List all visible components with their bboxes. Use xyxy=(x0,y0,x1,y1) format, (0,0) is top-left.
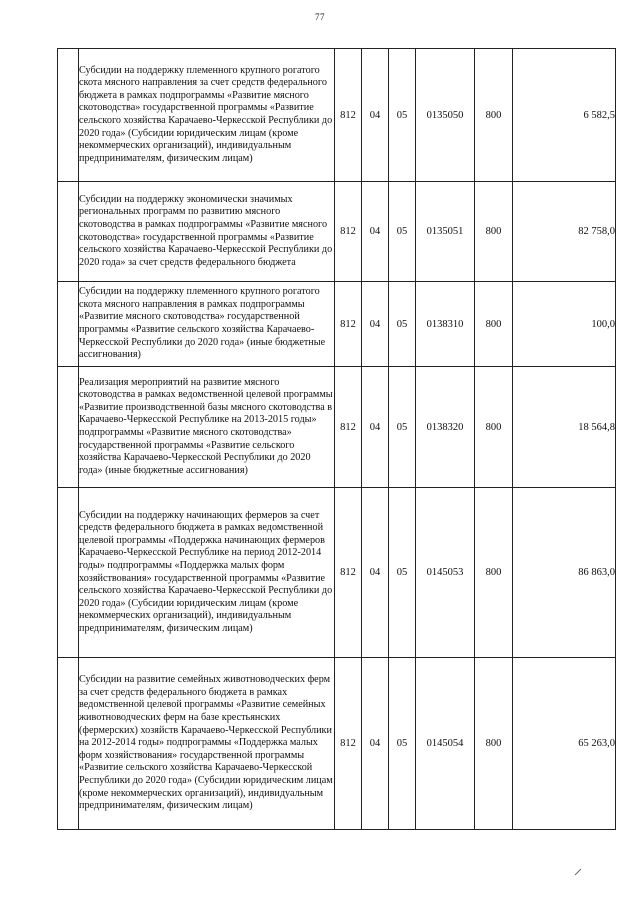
description-cell: Субсидии на поддержку племенного крупного рогатого скота мясного направления за счет средств федерального бюджета в рамках подпрограммы «Развитие мясного скотоводства» государственной программы «Развитие сельского хозяйства Карачаево-Черкесской Республики до 2020 года» (Субсидии юридическим лицам (кроме некоммерческих организаций), индивидуальным предпринимателям, физическим лицам) xyxy=(79,49,335,182)
expense-type-cell: 800 xyxy=(475,367,513,488)
expense-type-cell: 800 xyxy=(475,488,513,658)
admin-code-cell: 812 xyxy=(335,182,362,282)
admin-code-cell: 812 xyxy=(335,488,362,658)
index-cell xyxy=(58,367,79,488)
admin-code-cell: 812 xyxy=(335,282,362,367)
index-cell xyxy=(58,282,79,367)
subsection-cell: 05 xyxy=(389,49,416,182)
table-row xyxy=(58,182,616,282)
amount-cell: 100,0 xyxy=(513,282,616,367)
target-article-cell: 0138310 xyxy=(416,282,475,367)
subsection-cell: 05 xyxy=(389,658,416,830)
target-article-cell: 0145053 xyxy=(416,488,475,658)
expense-type-cell: 800 xyxy=(475,49,513,182)
page-number: 77 xyxy=(315,12,325,22)
amount-cell: 65 263,0 xyxy=(513,658,616,830)
table-row xyxy=(58,49,616,182)
table-row xyxy=(58,367,616,488)
section-cell: 04 xyxy=(362,282,389,367)
expense-type-cell: 800 xyxy=(475,658,513,830)
budget-table xyxy=(57,48,616,830)
expense-type-cell: 800 xyxy=(475,182,513,282)
table-row xyxy=(58,488,616,658)
admin-code-cell: 812 xyxy=(335,367,362,488)
target-article-cell: 0138320 xyxy=(416,367,475,488)
index-cell xyxy=(58,658,79,830)
pen-mark-icon xyxy=(574,868,582,876)
pen-mark xyxy=(574,868,582,879)
amount-cell: 6 582,5 xyxy=(513,49,616,182)
index-cell xyxy=(58,49,79,182)
subsection-cell: 05 xyxy=(389,182,416,282)
target-article-cell: 0135050 xyxy=(416,49,475,182)
table-row xyxy=(58,658,616,830)
description-cell: Субсидии на поддержку племенного крупного рогатого скота мясного направления в рамках подпрограммы «Развитие мясного скотоводства» государственной программы «Развитие сельского хозяйства Карачаево-Черкесской Республики до 2020 года» (иные бюджетные ассигнования) xyxy=(79,282,335,367)
expense-type-cell: 800 xyxy=(475,282,513,367)
subsection-cell: 05 xyxy=(389,488,416,658)
admin-code-cell: 812 xyxy=(335,658,362,830)
table-row xyxy=(58,282,616,367)
amount-cell: 86 863,0 xyxy=(513,488,616,658)
target-article-cell: 0145054 xyxy=(416,658,475,830)
amount-cell: 82 758,0 xyxy=(513,182,616,282)
section-cell: 04 xyxy=(362,182,389,282)
section-cell: 04 xyxy=(362,49,389,182)
target-article-cell: 0135051 xyxy=(416,182,475,282)
section-cell: 04 xyxy=(362,367,389,488)
description-cell: Субсидии на поддержку начинающих фермеров за счет средств федерального бюджета в рамках ведомственной целевой программы «Поддержка начинающих фермеров Карачаево-Черкесской Республике на период 2012-2014 годы» подпрограммы «Поддержка малых форм хозяйствования» государственной программы «Развитие сельского хозяйства Карачаево-Черкесской Республики до 2020 года» (Субсидии юридическим лицам (кроме некоммерческих организаций), индивидуальным предпринимателям, физическим лицам) xyxy=(79,488,335,658)
description-cell: Субсидии на поддержку экономически значимых региональных программ по развитию мясного скотоводства в рамках подпрограммы «Развитие мясного скотоводства» государственной программы «Развитие сельского хозяйства Карачаево-Черкесской Республики до 2020 года» за счет средств федерального бюджета xyxy=(79,182,335,282)
index-cell xyxy=(58,488,79,658)
section-cell: 04 xyxy=(362,488,389,658)
subsection-cell: 05 xyxy=(389,282,416,367)
amount-cell: 18 564,8 xyxy=(513,367,616,488)
description-cell: Реализация мероприятий на развитие мясного скотоводства в рамках ведомственной целевой программы «Развитие производственной базы мясного скотоводства в Карачаево-Черкесской Республике на 2013-2015 годы» подпрограммы «Развитие мясного скотоводства» государственной программы «Развитие сельского хозяйства Карачаево-Черкесской Республики до 2020 года» (иные бюджетные ассигнования) xyxy=(79,367,335,488)
description-cell: Субсидии на развитие семейных животноводческих ферм за счет средств федерального бюджета в рамках ведомственной целевой программы «Развитие семейных животноводческих ферм на базе крестьянских (фермерских) хозяйств Карачаево-Черкесской Республики на 2012-2014 годы» подпрограммы «Поддержка малых форм хозяйствования» государственной программы «Развитие сельского хозяйства Карачаево-Черкесской Республики до 2020 года» (Субсидии юридическим лицам (кроме некоммерческих организаций), индивидуальным предпринимателям, физическим лицам) xyxy=(79,658,335,830)
admin-code-cell: 812 xyxy=(335,49,362,182)
subsection-cell: 05 xyxy=(389,367,416,488)
index-cell xyxy=(58,182,79,282)
section-cell: 04 xyxy=(362,658,389,830)
